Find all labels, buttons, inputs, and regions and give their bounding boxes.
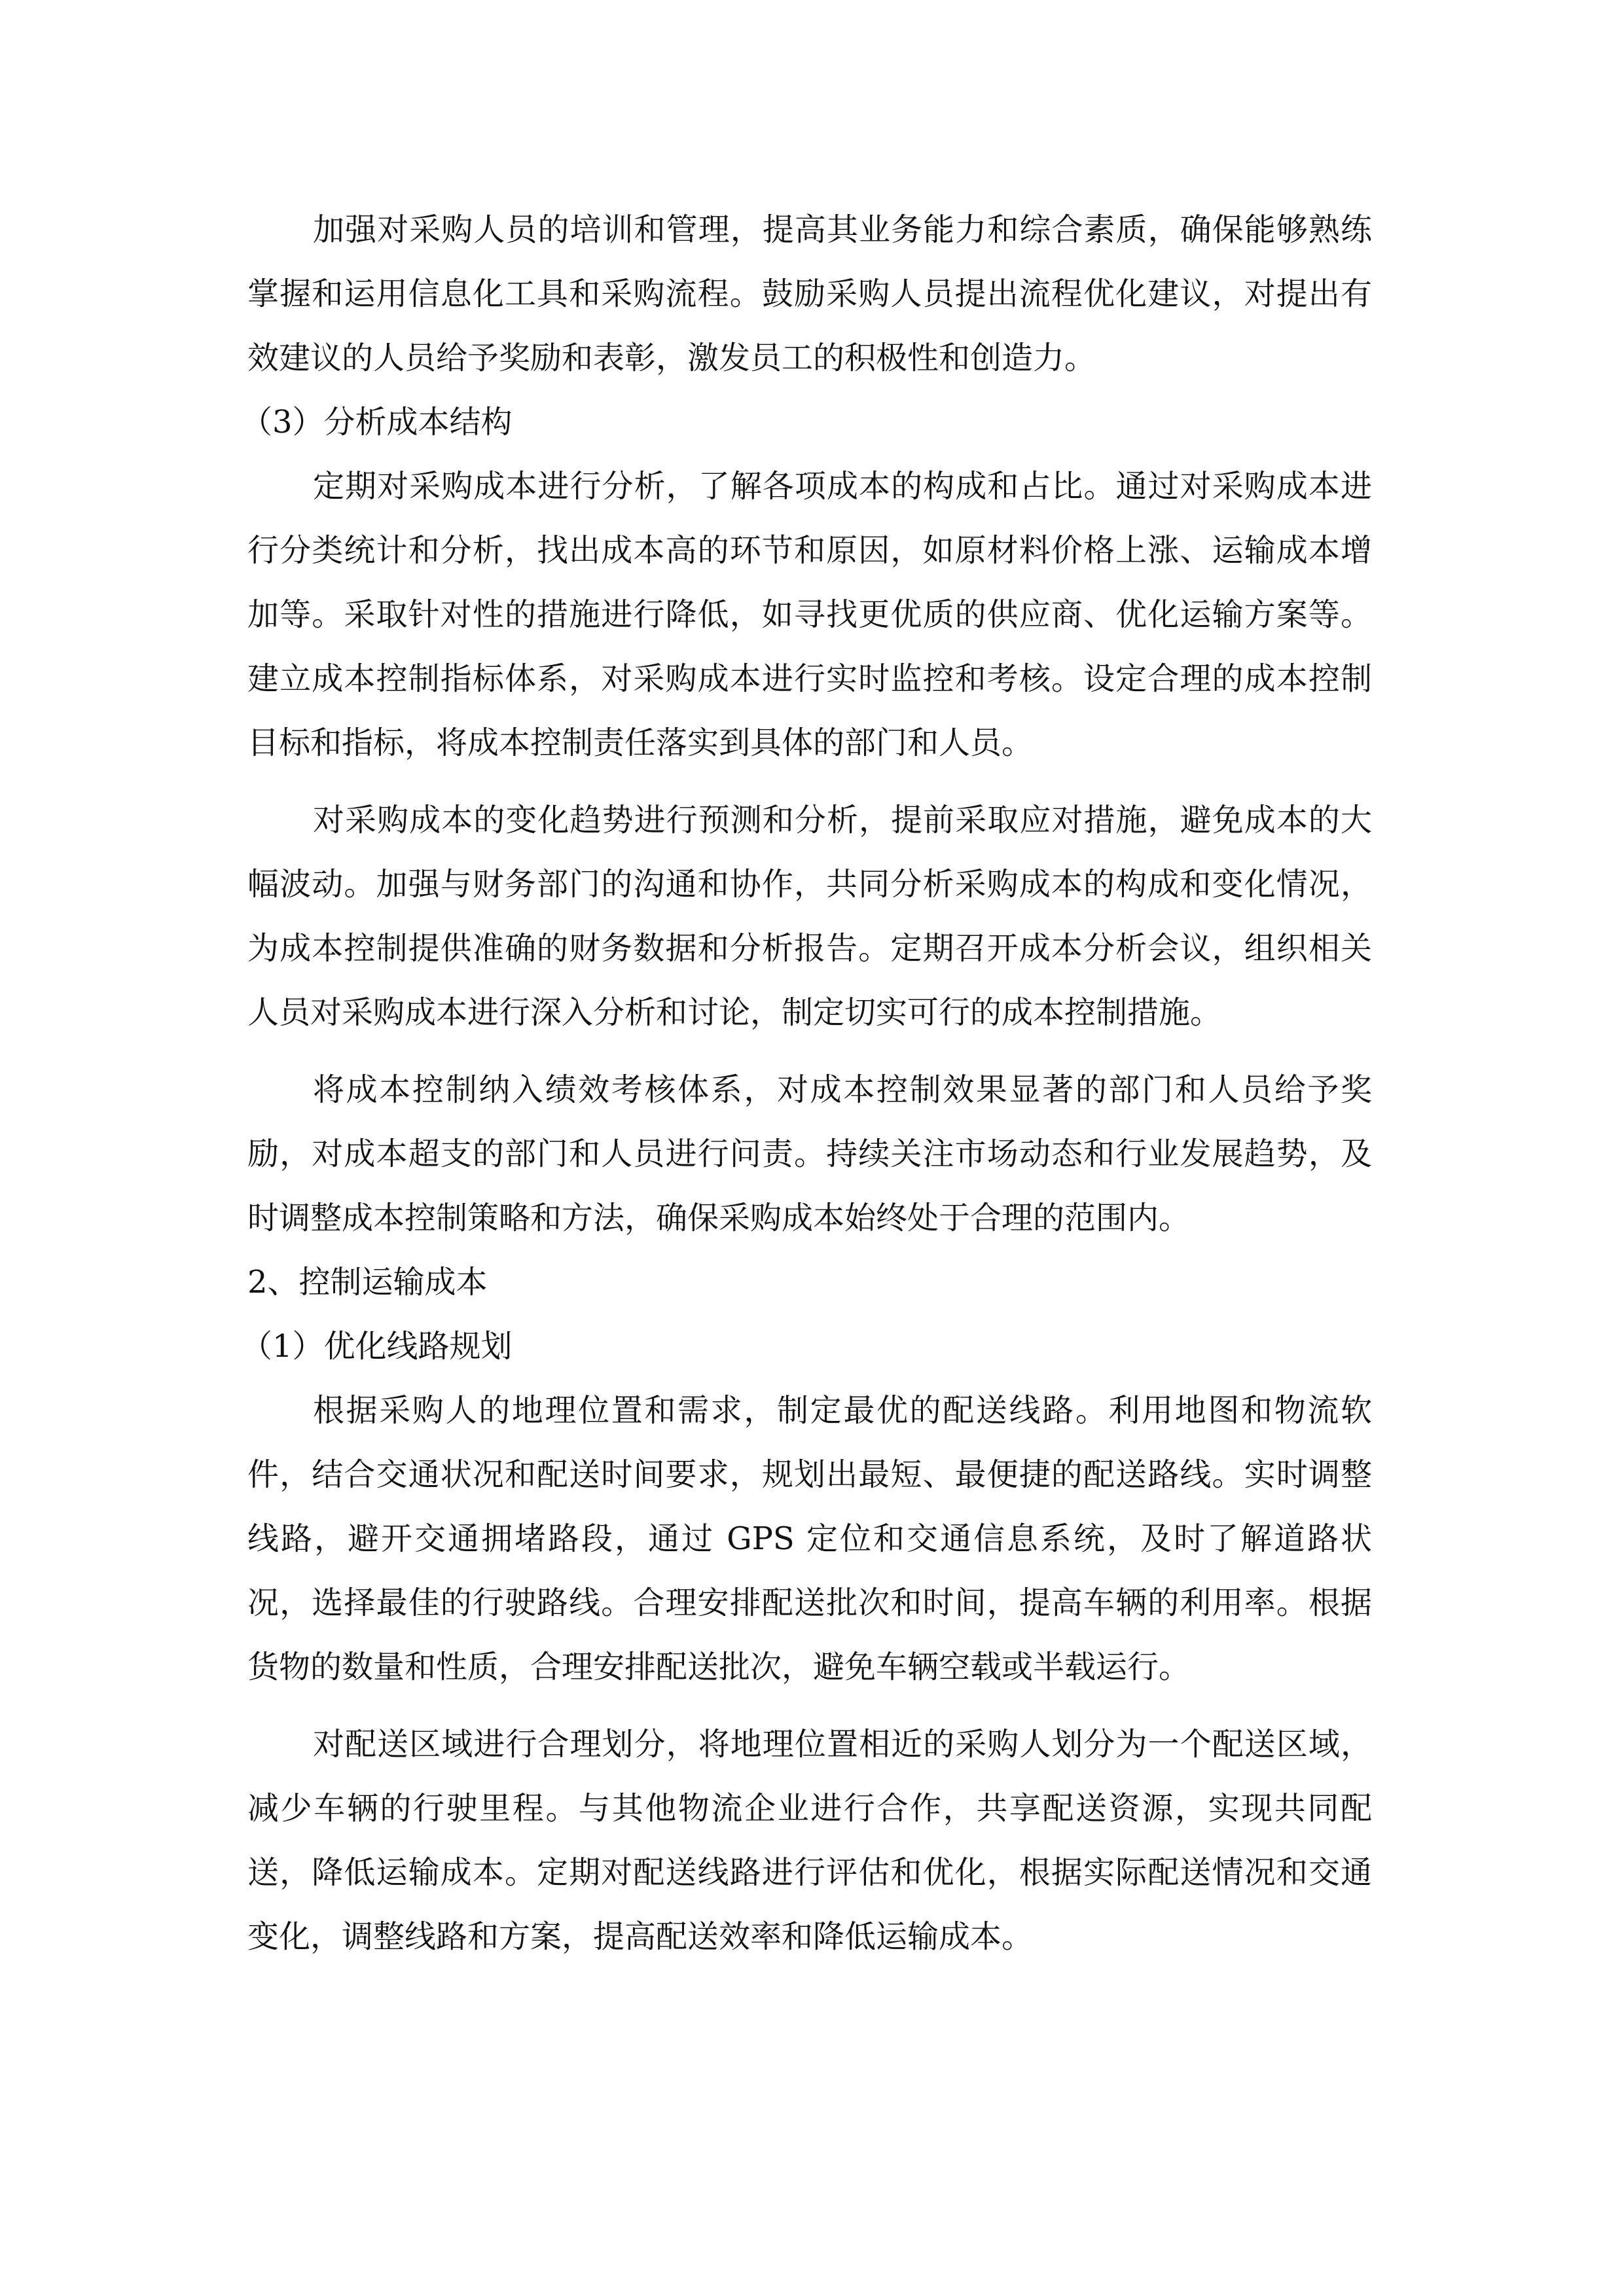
subheading-cost-structure: （3）分析成本结构 <box>241 404 513 440</box>
paragraph-purchaser-training: 加强对采购人员的培训和管理，提高其业务能力和综合素质，确保能够熟练掌握和运用信息化工具和采购流程。鼓励采购人员提出流程优化建议，对提出有效建议的人员给予奖励和表彰，激发员工的积极性和创造力。 <box>247 211 1372 376</box>
subheading-route-planning: （1）优化线路规划 <box>241 1328 513 1365</box>
document-body <box>241 198 1372 1969</box>
heading-transport-cost: 2、控制运输成本 <box>247 1264 488 1300</box>
paragraph-route-optimization: 根据采购人的地理位置和需求，制定最优的配送线路。利用地图和物流软件，结合交通状况和配送时间要求，规划出最短、最便捷的配送路线。实时调整线路，避开交通拥堵路段，通过 GPS 定位和交通信息系统，及时了解道路状况，选择最佳的行驶路线。合理安排配送批次和时间，提高车辆的利用率。根据货物的数量和性质，合理安排配送批次，避免车辆空载或半载运行。 <box>247 1392 1372 1685</box>
paragraph-delivery-zones: 对配送区域进行合理划分，将地理位置相近的采购人划分为一个配送区域，减少车辆的行驶里程。与其他物流企业进行合作，共享配送资源，实现共同配送，降低运输成本。定期对配送线路进行评估和优化，根据实际配送情况和交通变化，调整线路和方案，提高配送效率和降低运输成本。 <box>247 1726 1372 1955</box>
paragraph-cost-trend: 对采购成本的变化趋势进行预测和分析，提前采取应对措施，避免成本的大幅波动。加强与财务部门的沟通和协作，共同分析采购成本的构成和变化情况，为成本控制提供准确的财务数据和分析报告。定期召开成本分析会议，组织相关人员对采购成本进行深入分析和讨论，制定切实可行的成本控制措施。 <box>247 802 1372 1031</box>
paragraph-cost-analysis: 定期对采购成本进行分析，了解各项成本的构成和占比。通过对采购成本进行分类统计和分析，找出成本高的环节和原因，如原材料价格上涨、运输成本增加等。采取针对性的措施进行降低，如寻找更优质的供应商、优化运输方案等。建立成本控制指标体系，对采购成本进行实时监控和考核。设定合理的成本控制目标和指标，将成本控制责任落实到具体的部门和人员。 <box>247 468 1372 761</box>
paragraph-performance-assessment: 将成本控制纳入绩效考核体系，对成本控制效果显著的部门和人员给予奖励，对成本超支的部门和人员进行问责。持续关注市场动态和行业发展趋势，及时调整成本控制策略和方法，确保采购成本始终处于合理的范围内。 <box>247 1071 1372 1236</box>
